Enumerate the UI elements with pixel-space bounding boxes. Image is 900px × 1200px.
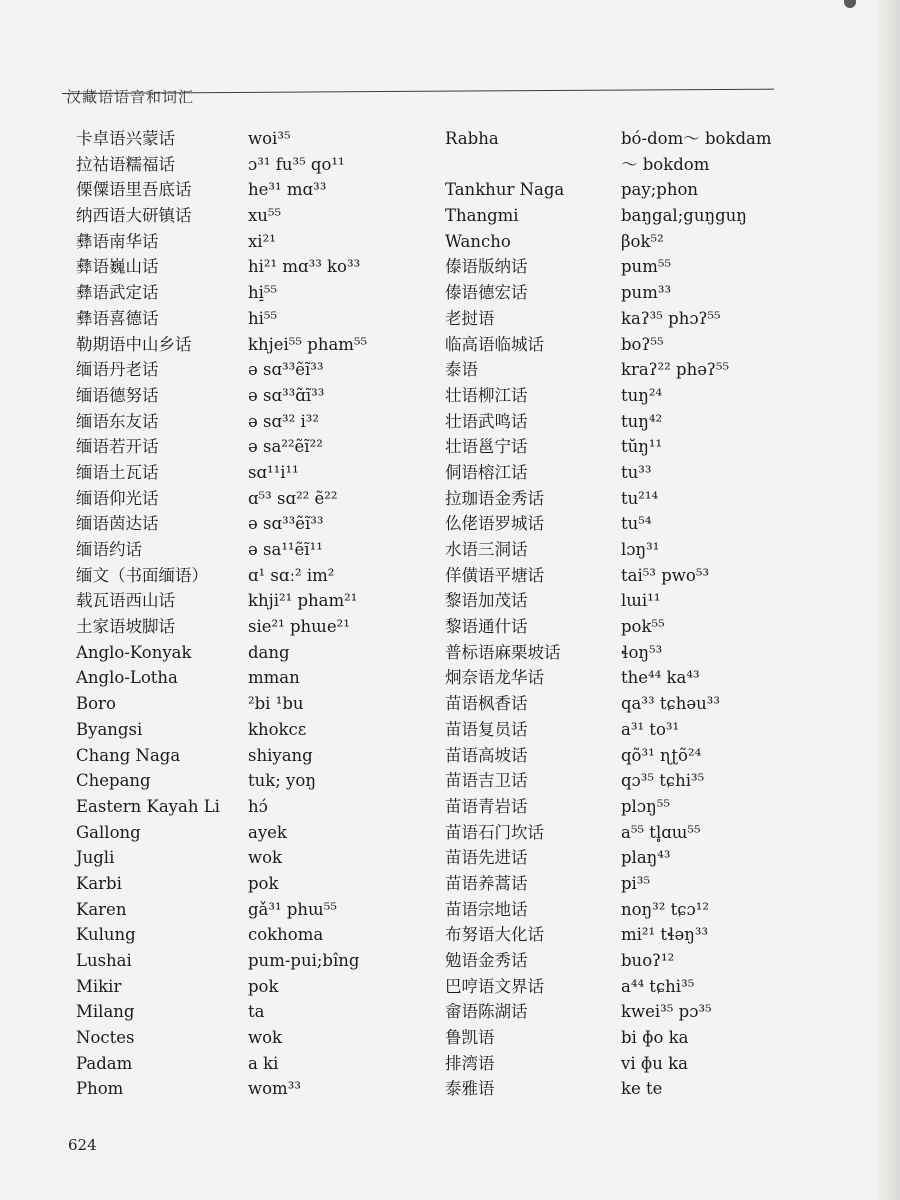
language-name: 苗语石门坎话 <box>445 822 544 842</box>
language-name: 卡卓语兴蒙话 <box>76 129 175 148</box>
word-form: tuk; yoŋ <box>248 771 316 791</box>
word-form: a³¹ to³¹ <box>621 719 680 739</box>
word-form: ə sa²²ẽĩ²² <box>248 437 323 457</box>
language-name: 苗语先进话 <box>445 848 528 868</box>
word-form: tuŋ⁴² <box>621 411 663 431</box>
word-form: noŋ³² tɕɔ¹² <box>621 899 710 919</box>
language-name: 泰语 <box>445 360 478 380</box>
language-name: Tankhur Naga <box>445 180 565 200</box>
language-name: 傈僳语里吾底话 <box>76 180 192 200</box>
language-name: 拉珈语金秀话 <box>445 488 544 508</box>
word-form: wom³³ <box>248 1079 301 1099</box>
column-languages-left <box>76 126 220 1102</box>
word-form: tŭŋ¹¹ <box>621 437 663 457</box>
language-name: 傣语德宏话 <box>445 283 528 303</box>
language-name: 苗语吉卫话 <box>445 771 528 791</box>
language-name: 彝语喜德话 <box>76 308 159 328</box>
word-form: hɔ́ <box>248 796 268 816</box>
language-name: Karbi <box>76 873 122 893</box>
language-name: 拉祜语糯福话 <box>76 154 175 174</box>
language-name: Lushai <box>76 951 132 970</box>
language-name: 勉语金秀话 <box>445 951 528 971</box>
language-name: Anglo-Lotha <box>76 668 178 688</box>
word-form: plaŋ⁴³ <box>621 848 671 868</box>
word-form: sɑ¹¹i¹¹ <box>248 462 299 482</box>
word-form: mi²¹ tɬəŋ³³ <box>621 925 709 945</box>
language-name: 缅语茵达话 <box>76 514 159 534</box>
language-name: 缅语若开话 <box>76 437 159 457</box>
column-forms-left <box>248 126 367 1102</box>
language-name: 缅语东友话 <box>76 411 159 431</box>
language-name: 排湾语 <box>445 1053 495 1073</box>
language-name: 泰雅语 <box>445 1079 495 1099</box>
word-form: ə sɑ³³ẽĩ³³ <box>248 514 324 534</box>
language-name: Noctes <box>76 1028 135 1048</box>
language-name: Chang Naga <box>76 745 181 765</box>
language-name: 黎语通什话 <box>445 617 528 637</box>
language-name: 苗语养蒿话 <box>445 873 528 893</box>
language-name: 傣语版纳话 <box>445 257 528 277</box>
word-form: xi²¹ <box>248 231 276 251</box>
word-form: buoʔ¹² <box>621 951 675 971</box>
word-form: ə sɑ³² i³² <box>248 411 320 431</box>
word-form: hi²¹ mɑ³³ ko³³ <box>248 257 361 277</box>
word-form: khjei⁵⁵ pham⁵⁵ <box>248 334 368 354</box>
language-name: 侗语榕江话 <box>445 462 528 482</box>
language-name: 勒期语中山乡话 <box>76 334 192 354</box>
language-name: 临高语临城话 <box>445 334 544 354</box>
language-name: 布努语大化话 <box>445 925 544 945</box>
word-form: boʔ⁵⁵ <box>621 334 664 354</box>
language-name: Padam <box>76 1053 133 1073</box>
language-name: 炯奈语龙华话 <box>445 668 544 688</box>
language-name: 壮语邕宁话 <box>445 437 528 457</box>
language-name: Boro <box>76 694 116 714</box>
word-form: ayek <box>248 822 287 842</box>
word-form: cokhoma <box>248 925 324 945</box>
word-form: wok <box>248 848 283 868</box>
word-form: khji²¹ pham²¹ <box>248 591 358 611</box>
language-name: Anglo-Konyak <box>76 642 192 662</box>
word-form: a ki <box>248 1053 279 1073</box>
language-name: Mikir <box>76 976 122 996</box>
language-name: 彝语武定话 <box>76 283 159 303</box>
word-form: tu²¹⁴ <box>621 488 659 508</box>
language-name: 黎语加茂话 <box>445 591 528 611</box>
word-form: hi⁵⁵ <box>248 308 278 328</box>
language-name: 苗语复员话 <box>445 719 528 739</box>
word-form: qa³³ tɕhəu³³ <box>621 694 720 714</box>
word-form: ɔ³¹ fu³⁵ qo¹¹ <box>248 154 345 174</box>
word-form: bó-dom～ bokdam～ bokdom <box>621 129 772 174</box>
language-name: 佯僙语平塘话 <box>445 565 544 585</box>
word-form: pi³⁵ <box>621 873 651 893</box>
language-name: Milang <box>76 1002 135 1022</box>
word-form: pum⁵⁵ <box>621 257 672 277</box>
word-form: ²bi ¹bu <box>248 694 304 714</box>
word-form: pok <box>248 976 279 996</box>
language-name: Byangsi <box>76 719 143 739</box>
word-form: plɔŋ⁵⁵ <box>621 796 670 816</box>
language-name: 老挝语 <box>445 308 495 328</box>
column-languages-right <box>445 126 610 1102</box>
word-form: shiyang <box>248 745 313 765</box>
language-name: Karen <box>76 899 127 919</box>
word-form: tuŋ²⁴ <box>621 385 663 405</box>
language-name: Rabha <box>445 129 499 148</box>
word-form: vi ɸu ka <box>621 1053 688 1073</box>
word-form: ɑ⁵³ sɑ²² ẽ²² <box>248 488 338 508</box>
language-name: Chepang <box>76 771 151 791</box>
language-name: Kulung <box>76 925 136 945</box>
language-name: Jugli <box>76 848 115 868</box>
language-name: 彝语巍山话 <box>76 257 159 277</box>
running-head: 汉藏语语音和词汇 <box>66 88 195 106</box>
page-number: 624 <box>68 1136 97 1154</box>
word-form: khokcɛ <box>248 719 307 739</box>
language-name: Eastern Kayah Li <box>76 796 220 816</box>
word-form: xu⁵⁵ <box>248 206 282 226</box>
language-name: 缅语土瓦话 <box>76 462 159 482</box>
scan-smudge <box>844 0 856 8</box>
word-form: he³¹ mɑ³³ <box>248 180 327 200</box>
word-form: bi ɸo ka <box>621 1028 689 1048</box>
word-form: ke te <box>621 1079 663 1099</box>
word-form: gǎ³¹ phɯ⁵⁵ <box>248 899 337 919</box>
language-name: 缅语德努话 <box>76 385 159 405</box>
word-form: qɔ³⁵ tɕhi³⁵ <box>621 771 705 791</box>
language-name: 苗语宗地话 <box>445 899 528 919</box>
language-name: 苗语青岩话 <box>445 796 528 816</box>
word-form: ə sa¹¹ẽĩ¹¹ <box>248 540 323 559</box>
word-form: kaʔ³⁵ phɔʔ⁵⁵ <box>621 308 721 328</box>
language-name: 壮语柳江话 <box>445 385 528 405</box>
language-name: 鲁凯语 <box>445 1028 495 1048</box>
language-name: 仫佬语罗城话 <box>445 514 544 534</box>
word-form: ɑ¹ sɑː² im² <box>248 565 335 585</box>
word-form: ta <box>248 1002 265 1022</box>
word-form: pok⁵⁵ <box>621 617 665 637</box>
language-name: 彝语南华话 <box>76 231 159 251</box>
language-name: 缅语丹老话 <box>76 360 159 380</box>
word-form: wok <box>248 1028 283 1048</box>
language-name: 缅语约话 <box>76 540 142 559</box>
language-name: 缅文（书面缅语） <box>76 565 208 585</box>
word-form: sie²¹ phɯe²¹ <box>248 617 350 637</box>
language-name: 纳西语大研镇话 <box>76 206 192 226</box>
language-name: 普标语麻栗坡话 <box>445 642 561 662</box>
language-name: 苗语高坡话 <box>445 745 528 765</box>
word-form: pok <box>248 873 279 893</box>
word-form: tu⁵⁴ <box>621 514 652 534</box>
word-form: pay;phon <box>621 180 699 200</box>
language-name: Phom <box>76 1079 124 1099</box>
word-form: βok⁵² <box>621 231 664 251</box>
word-form: a⁵⁵ tl̥ɑɯ⁵⁵ <box>621 822 701 842</box>
word-form: pum-pui;bîng <box>248 951 360 970</box>
language-name: Gallong <box>76 822 141 842</box>
language-name: 壮语武鸣话 <box>445 411 528 431</box>
language-name: 苗语枫香话 <box>445 694 528 714</box>
language-name: 土家语坡脚话 <box>76 617 175 637</box>
word-form: baŋgal;guŋguŋ <box>621 206 747 226</box>
word-form: hi̠⁵⁵ <box>248 283 278 303</box>
word-form: dang <box>248 642 290 662</box>
word-form: qõ³¹ ɳʈõ²⁴ <box>621 745 702 765</box>
language-name: Thangmi <box>445 206 519 226</box>
word-form: pum³³ <box>621 283 672 303</box>
word-form: ə sɑ³³ɑ̃ĩ³³ <box>248 385 325 405</box>
word-form: mman <box>248 668 300 688</box>
language-name: 载瓦语西山话 <box>76 591 175 611</box>
word-form: kwei³⁵ pɔ³⁵ <box>621 1002 712 1022</box>
language-name: 水语三洞话 <box>445 540 528 560</box>
word-form: a⁴⁴ tɕhi³⁵ <box>621 976 695 996</box>
word-form: tai⁵³ pwo⁵³ <box>621 565 710 585</box>
word-form: lɔŋ³¹ <box>621 540 660 560</box>
word-form: tu³³ <box>621 462 652 482</box>
word-form: ə sɑ³³ẽĩ³³ <box>248 360 324 380</box>
language-name: 畲语陈湖话 <box>445 1002 528 1022</box>
word-form: kraʔ²² phəʔ⁵⁵ <box>621 360 730 380</box>
column-forms-right <box>621 126 786 1102</box>
word-form: lɯi¹¹ <box>621 591 661 611</box>
language-name: 缅语仰光话 <box>76 488 159 508</box>
language-name: Wancho <box>445 231 511 251</box>
word-form: ɬoŋ⁵³ <box>621 642 663 662</box>
language-name: 巴哼语文界话 <box>445 976 544 996</box>
word-form: woi³⁵ <box>248 129 291 148</box>
word-form: the⁴⁴ ka⁴³ <box>621 668 700 688</box>
page-edge <box>878 0 900 1200</box>
